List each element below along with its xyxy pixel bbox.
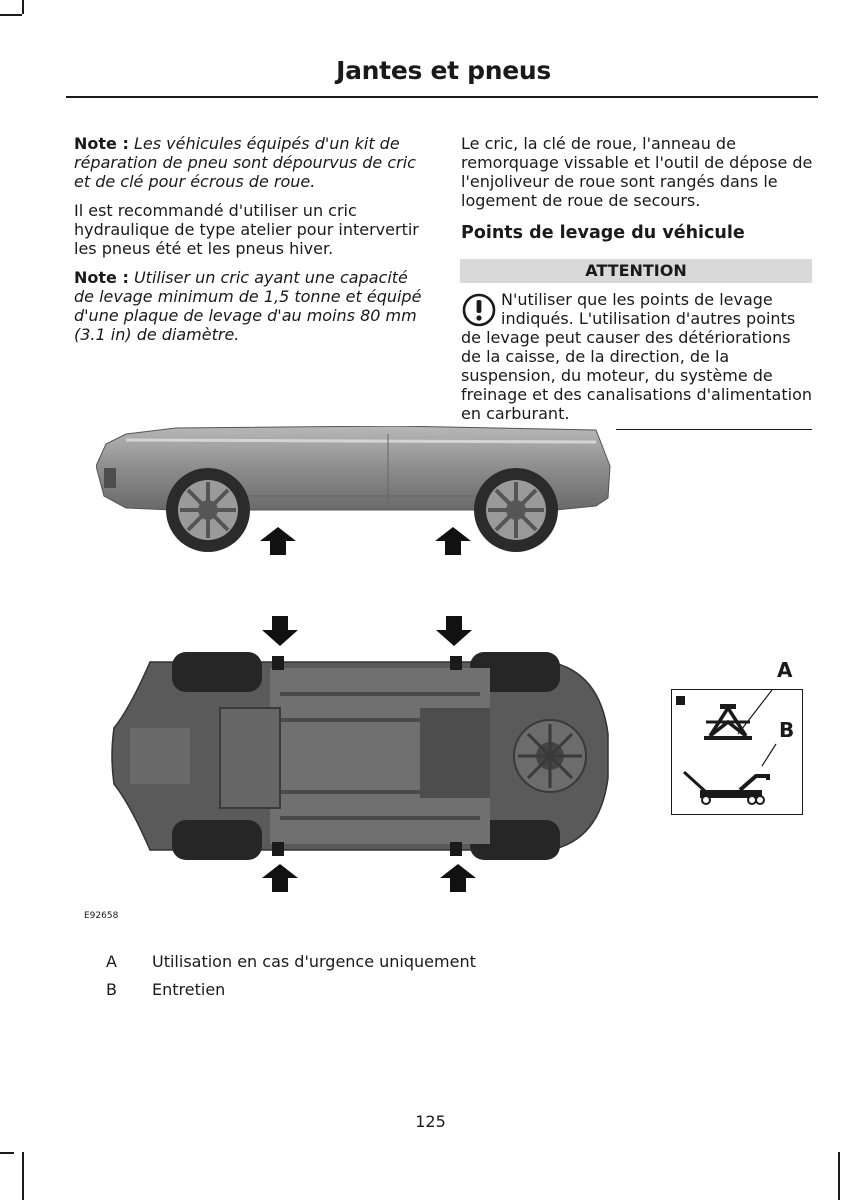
- legend-letter: A: [106, 952, 117, 971]
- figure-code: E92658: [84, 911, 119, 921]
- note-label: Note :: [74, 268, 129, 287]
- note-label: Note :: [74, 134, 129, 153]
- note-text: Utiliser un cric ayant une capacité de levage minimum de 1,5 tonne et équipé d'une plaque de levage d'au moins 80 mm (3.1 in) de diamètre.: [74, 268, 422, 344]
- lift-arrow-up-icon: [260, 527, 296, 555]
- car-underbody-figure: [110, 648, 610, 864]
- callout-lines: [672, 690, 802, 814]
- note-1: [74, 134, 428, 191]
- crop-mark-top-left: [22, 0, 24, 14]
- rear-wheel: [474, 468, 558, 552]
- attention-bar: ATTENTION: [460, 259, 812, 283]
- note-2: [74, 268, 428, 344]
- lift-arrow-up-icon: [262, 864, 298, 892]
- legend-text: Entretien: [152, 980, 226, 999]
- legend-text: Utilisation en cas d'urgence uniquement: [152, 952, 476, 971]
- lift-arrow-down-icon: [262, 616, 298, 646]
- warning-text: N'utiliser que les points de levage indiqués. L'utilisation d'autres points de levage peut causer des détériorations de la caisse, de la direction, de la suspension, du moteur, du système de freinage et des canalisations d'alimentation en carburant.: [461, 290, 812, 423]
- warning-rule: [616, 429, 812, 430]
- warning-exclamation-icon: [461, 292, 497, 328]
- warning-block: [461, 290, 813, 423]
- body-paragraph: Il est recommandé d'utiliser un cric hydraulique de type atelier pour intervertir les pneus été et les pneus hiver.: [74, 201, 419, 258]
- page-number: 125: [415, 1112, 446, 1131]
- note-text: Les véhicules équipés d'un kit de réparation de pneu sont dépourvus de cric et de clé pour écrous de roue.: [74, 134, 416, 191]
- lift-arrow-down-icon: [436, 616, 472, 646]
- inset-label-a: A: [777, 658, 793, 682]
- page-title: Jantes et pneus: [336, 56, 551, 85]
- section-heading: Points de levage du véhicule: [461, 223, 745, 243]
- front-wheel: [166, 468, 250, 552]
- left-column: [74, 134, 428, 354]
- inset-label-b: B: [779, 718, 795, 742]
- car-side-view-figure: [96, 426, 616, 558]
- legend-letter: B: [106, 980, 117, 999]
- crop-mark-top-left-h: [0, 14, 22, 16]
- crop-mark-bottom-right: [838, 1152, 840, 1200]
- body-paragraph: Le cric, la clé de roue, l'anneau de remorquage vissable et l'outil de dépose de l'enjoliveur de roue sont rangés dans le logement de roue de secours.: [461, 134, 813, 210]
- lift-arrow-up-icon: [435, 527, 471, 555]
- jack-inset-frame: [671, 689, 803, 815]
- crop-mark-bottom-left: [22, 1152, 24, 1200]
- crop-mark-bottom-left-h: [0, 1152, 14, 1154]
- title-rule: [66, 96, 818, 98]
- right-column: [461, 134, 817, 253]
- lift-arrow-up-icon: [440, 864, 476, 892]
